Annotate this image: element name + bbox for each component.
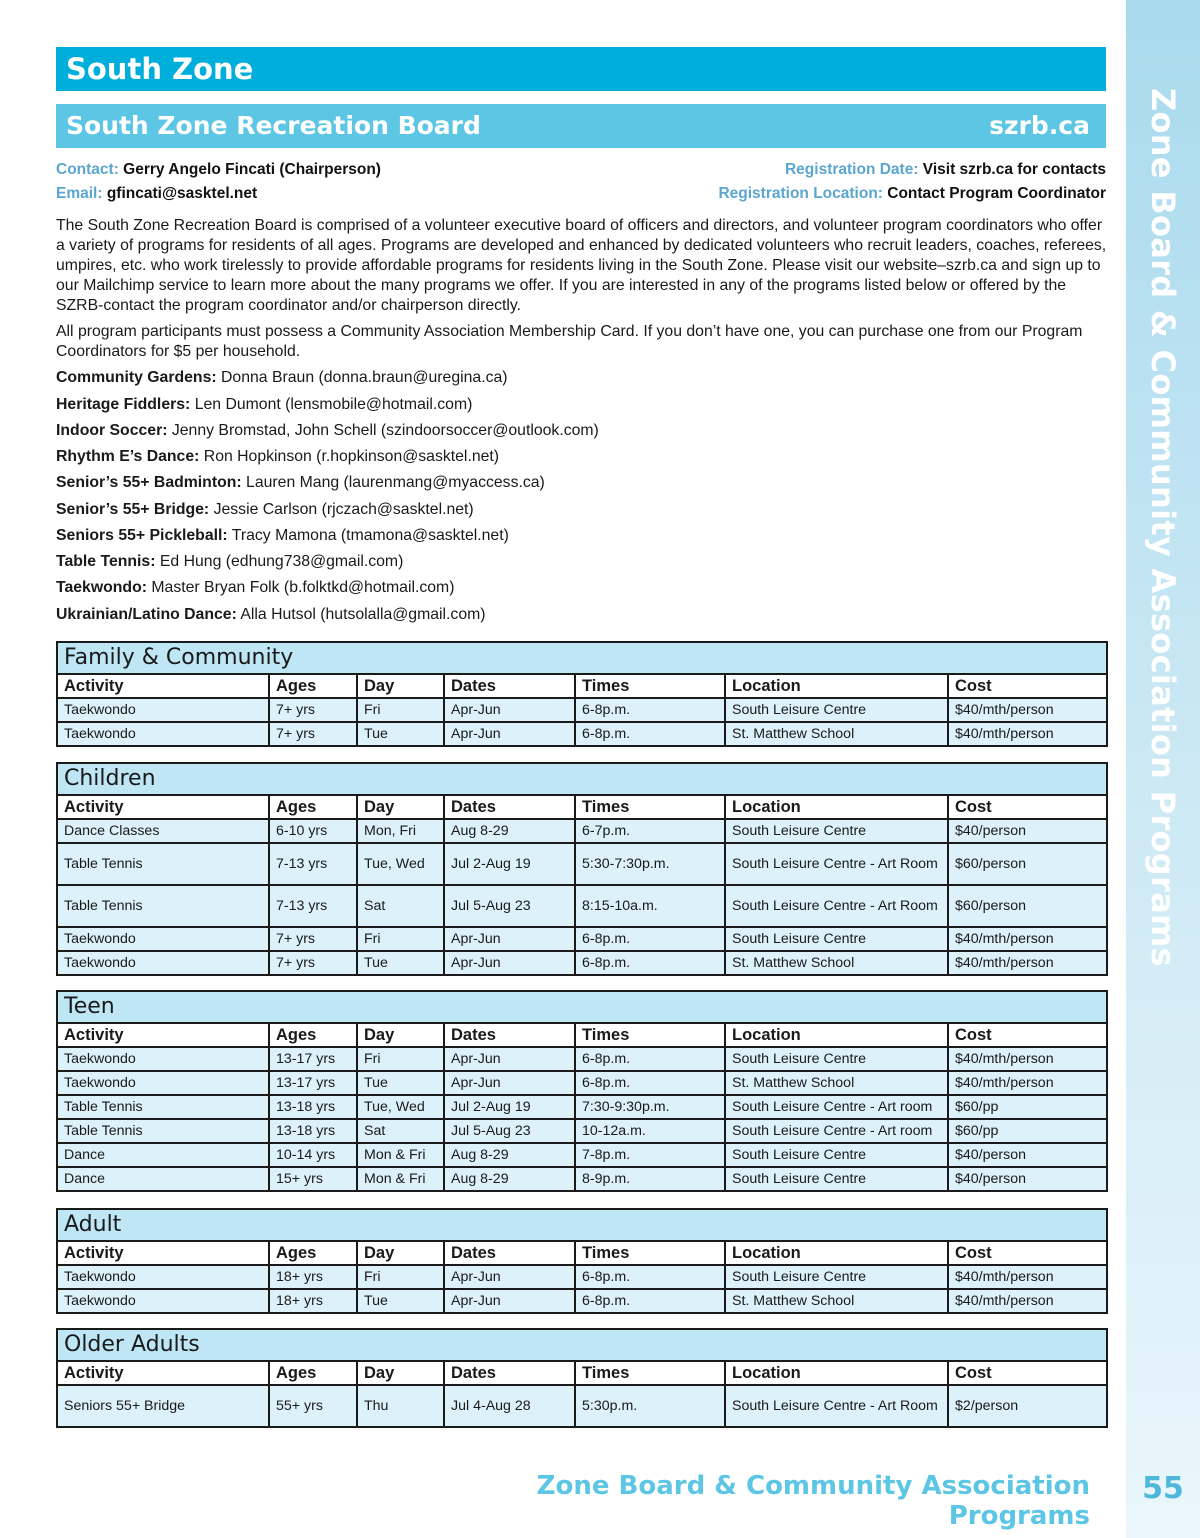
zone-title: South Zone <box>66 52 254 86</box>
coordinator-item <box>56 578 454 598</box>
table-cell: South Leisure Centre <box>725 819 948 843</box>
column-header: Cost <box>948 1241 1107 1265</box>
column-header: Times <box>575 795 725 819</box>
table-cell: Tue <box>357 1071 444 1095</box>
table-cell: Thu <box>357 1385 444 1427</box>
table-cell: Apr-Jun <box>444 1289 575 1313</box>
table-cell: Dance <box>57 1143 269 1167</box>
table-cell: Apr-Jun <box>444 951 575 975</box>
table-row <box>57 843 1107 885</box>
table-cell: 7-13 yrs <box>269 885 357 927</box>
column-header: Day <box>357 1241 444 1265</box>
contact-row-1 <box>56 161 1106 179</box>
table-row <box>57 1047 1107 1071</box>
table-cell: Table Tennis <box>57 885 269 927</box>
table-cell: 55+ yrs <box>269 1385 357 1427</box>
coordinator-item <box>56 552 403 572</box>
column-header: Ages <box>269 795 357 819</box>
table-row <box>57 927 1107 951</box>
board-title-bar <box>56 104 1106 148</box>
table-category-title: Adult <box>57 1209 1107 1241</box>
table-row <box>57 1095 1107 1119</box>
table-row <box>57 698 1107 722</box>
table-row <box>57 1385 1107 1427</box>
table-row <box>57 1289 1107 1313</box>
table-cell: 13-17 yrs <box>269 1071 357 1095</box>
table-cell: South Leisure Centre - Art Room <box>725 1385 948 1427</box>
table-cell: 10-14 yrs <box>269 1143 357 1167</box>
column-header: Ages <box>269 674 357 698</box>
table-category-title: Children <box>57 763 1107 795</box>
table-cell: Jul 4-Aug 28 <box>444 1385 575 1427</box>
contact-row-2 <box>56 185 1106 203</box>
membership-paragraph: All program participants must possess a Community Association Membership Card. If you don’t have one, you can purchase one from our Program Coordinators for $5 per household. <box>56 323 1083 360</box>
table-cell: South Leisure Centre - Art room <box>725 1119 948 1143</box>
table-cell: Taekwondo <box>57 698 269 722</box>
coordinator-item <box>56 526 509 546</box>
table-row <box>57 1265 1107 1289</box>
program-table <box>56 762 1108 976</box>
column-header: Location <box>725 1023 948 1047</box>
table-cell: 8:15-10a.m. <box>575 885 725 927</box>
table-cell: Taekwondo <box>57 1047 269 1071</box>
table-cell: Fri <box>357 1265 444 1289</box>
table-cell: South Leisure Centre <box>725 1047 948 1071</box>
table-cell: 7:30-9:30p.m. <box>575 1095 725 1119</box>
table-cell: Fri <box>357 1047 444 1071</box>
table-cell: 13-18 yrs <box>269 1095 357 1119</box>
table-cell: St. Matthew School <box>725 1071 948 1095</box>
table-cell: South Leisure Centre - Art Room <box>725 885 948 927</box>
coordinator-program: Senior’s 55+ Badminton: <box>56 474 242 491</box>
table-cell: 18+ yrs <box>269 1289 357 1313</box>
coordinator-contact: Tracy Mamona (tmamona@sasktel.net) <box>231 527 509 544</box>
column-header: Activity <box>57 1023 269 1047</box>
table-cell: $40/person <box>948 819 1107 843</box>
table-cell: Apr-Jun <box>444 1047 575 1071</box>
table-cell: Mon & Fri <box>357 1143 444 1167</box>
column-header: Dates <box>444 1241 575 1265</box>
table-cell: $40/person <box>948 1143 1107 1167</box>
table-header-row <box>57 1241 1107 1265</box>
table-cell: 7+ yrs <box>269 698 357 722</box>
table-header-row <box>57 795 1107 819</box>
table-cell: Jul 5-Aug 23 <box>444 1119 575 1143</box>
column-header: Times <box>575 1023 725 1047</box>
coordinator-contact: Ed Hung (edhung738@gmail.com) <box>159 553 404 570</box>
column-header: Day <box>357 1361 444 1385</box>
table-cell: St. Matthew School <box>725 951 948 975</box>
table-row <box>57 951 1107 975</box>
table-cell: Mon, Fri <box>357 819 444 843</box>
contact-label: Contact: <box>56 161 119 178</box>
coordinator-item <box>56 395 472 415</box>
column-header: Dates <box>444 1023 575 1047</box>
coordinator-contact: Ron Hopkinson (r.hopkinson@sasktel.net) <box>203 448 500 465</box>
table-cell: Tue <box>357 951 444 975</box>
table-cell: Fri <box>357 927 444 951</box>
coordinator-program: Community Gardens: <box>56 369 217 386</box>
column-header: Cost <box>948 1361 1107 1385</box>
table-cell: South Leisure Centre <box>725 1265 948 1289</box>
table-cell: 6-8p.m. <box>575 698 725 722</box>
column-header: Dates <box>444 1361 575 1385</box>
table-cell: Tue, Wed <box>357 1095 444 1119</box>
column-header: Activity <box>57 674 269 698</box>
column-header: Times <box>575 1361 725 1385</box>
coordinator-program: Senior’s 55+ Bridge: <box>56 501 210 518</box>
table-cell: $40/mth/person <box>948 1071 1107 1095</box>
table-cell: $60/person <box>948 885 1107 927</box>
coordinator-program: Ukrainian/Latino Dance: <box>56 606 237 623</box>
table-cell: Aug 8-29 <box>444 1143 575 1167</box>
board-title: South Zone Recreation Board <box>66 111 481 140</box>
coordinator-program: Seniors 55+ Pickleball: <box>56 527 228 544</box>
column-header: Day <box>357 795 444 819</box>
email-label: Email: <box>56 185 103 202</box>
table-cell: Apr-Jun <box>444 698 575 722</box>
page-number: 55 <box>1142 1471 1184 1506</box>
email-link[interactable]: gfincati@sasktel.net <box>106 185 258 202</box>
column-header: Times <box>575 1241 725 1265</box>
coordinator-item <box>56 447 499 467</box>
zone-title-bar <box>56 47 1106 91</box>
table-cell: Taekwondo <box>57 1071 269 1095</box>
column-header: Day <box>357 1023 444 1047</box>
column-header: Location <box>725 1361 948 1385</box>
column-header: Times <box>575 674 725 698</box>
table-row <box>57 1143 1107 1167</box>
coordinator-contact: Master Bryan Folk (b.folktkd@hotmail.com) <box>151 579 455 596</box>
program-table <box>56 990 1108 1192</box>
table-cell: 7-8p.m. <box>575 1143 725 1167</box>
column-header: Cost <box>948 674 1107 698</box>
table-cell: 6-8p.m. <box>575 1289 725 1313</box>
table-header-row <box>57 1361 1107 1385</box>
coordinator-program: Heritage Fiddlers: <box>56 396 191 413</box>
table-row <box>57 722 1107 746</box>
coordinator-program: Taekwondo: <box>56 579 147 596</box>
table-cell: $60/pp <box>948 1095 1107 1119</box>
column-header: Location <box>725 674 948 698</box>
table-cell: 6-8p.m. <box>575 1265 725 1289</box>
table-cell: Aug 8-29 <box>444 819 575 843</box>
footer-title: Zone Board & Community Association Programs <box>536 1471 1090 1531</box>
table-cell: 6-7p.m. <box>575 819 725 843</box>
table-cell: 15+ yrs <box>269 1167 357 1191</box>
column-header: Dates <box>444 795 575 819</box>
registration-location-label: Registration Location: <box>718 185 883 202</box>
column-header: Ages <box>269 1023 357 1047</box>
table-cell: Jul 2-Aug 19 <box>444 843 575 885</box>
table-cell: $60/pp <box>948 1119 1107 1143</box>
column-header: Dates <box>444 674 575 698</box>
coordinator-item <box>56 500 474 520</box>
table-cell: 6-10 yrs <box>269 819 357 843</box>
table-cell: South Leisure Centre <box>725 927 948 951</box>
program-table <box>56 641 1108 747</box>
table-cell: $40/mth/person <box>948 927 1107 951</box>
table-cell: Fri <box>357 698 444 722</box>
table-cell: 7+ yrs <box>269 951 357 975</box>
table-cell: Table Tennis <box>57 1119 269 1143</box>
table-header-row <box>57 674 1107 698</box>
column-header: Location <box>725 795 948 819</box>
program-table <box>56 1328 1108 1428</box>
table-cell: 6-8p.m. <box>575 1071 725 1095</box>
table-cell: Sat <box>357 885 444 927</box>
table-cell: Taekwondo <box>57 1265 269 1289</box>
registration-location-value: Contact Program Coordinator <box>887 185 1106 202</box>
table-cell: Table Tennis <box>57 1095 269 1119</box>
table-cell: $40/mth/person <box>948 698 1107 722</box>
coordinator-contact: Jenny Bromstad, John Schell (szindoorsoccer@outlook.com) <box>171 422 599 439</box>
coordinator-program: Indoor Soccer: <box>56 422 168 439</box>
column-header: Cost <box>948 795 1107 819</box>
table-cell: 6-8p.m. <box>575 722 725 746</box>
table-cell: 6-8p.m. <box>575 1047 725 1071</box>
coordinator-item <box>56 473 545 493</box>
table-cell: Apr-Jun <box>444 722 575 746</box>
table-category-title: Older Adults <box>57 1329 1107 1361</box>
column-header: Activity <box>57 795 269 819</box>
table-category-title: Family & Community <box>57 642 1107 674</box>
coordinator-contact: Donna Braun (donna.braun@uregina.ca) <box>221 369 508 386</box>
table-cell: Jul 5-Aug 23 <box>444 885 575 927</box>
column-header: Cost <box>948 1023 1107 1047</box>
table-cell: South Leisure Centre <box>725 698 948 722</box>
table-row <box>57 885 1107 927</box>
coordinator-program: Rhythm E’s Dance: <box>56 448 200 465</box>
table-cell: 5:30-7:30p.m. <box>575 843 725 885</box>
coordinator-item <box>56 421 599 441</box>
table-cell: South Leisure Centre <box>725 1143 948 1167</box>
table-cell: Sat <box>357 1119 444 1143</box>
table-row <box>57 1167 1107 1191</box>
column-header: Day <box>357 674 444 698</box>
program-table <box>56 1208 1108 1314</box>
table-cell: $2/person <box>948 1385 1107 1427</box>
table-cell: Jul 2-Aug 19 <box>444 1095 575 1119</box>
table-cell: South Leisure Centre - Art Room <box>725 843 948 885</box>
table-cell: Aug 8-29 <box>444 1167 575 1191</box>
table-cell: Mon & Fri <box>357 1167 444 1191</box>
table-cell: $60/person <box>948 843 1107 885</box>
table-cell: Apr-Jun <box>444 1265 575 1289</box>
table-cell: $40/mth/person <box>948 1047 1107 1071</box>
table-cell: 7-13 yrs <box>269 843 357 885</box>
table-cell: Taekwondo <box>57 1289 269 1313</box>
table-cell: Dance <box>57 1167 269 1191</box>
coordinator-program: Table Tennis: <box>56 553 156 570</box>
table-cell: Taekwondo <box>57 722 269 746</box>
table-cell: 8-9p.m. <box>575 1167 725 1191</box>
coordinator-contact: Lauren Mang (laurenmang@myaccess.ca) <box>246 474 545 491</box>
table-cell: 18+ yrs <box>269 1265 357 1289</box>
table-cell: 10-12a.m. <box>575 1119 725 1143</box>
column-header: Activity <box>57 1361 269 1385</box>
table-cell: Apr-Jun <box>444 927 575 951</box>
table-cell: 13-18 yrs <box>269 1119 357 1143</box>
table-row <box>57 1071 1107 1095</box>
table-cell: 6-8p.m. <box>575 927 725 951</box>
table-cell: St. Matthew School <box>725 1289 948 1313</box>
table-cell: Tue <box>357 1289 444 1313</box>
column-header: Activity <box>57 1241 269 1265</box>
table-cell: St. Matthew School <box>725 722 948 746</box>
coordinator-contact: Jessie Carlson (rjczach@sasktel.net) <box>213 501 474 518</box>
table-cell: Tue <box>357 722 444 746</box>
table-cell: Dance Classes <box>57 819 269 843</box>
side-section-title: Zone Board & Community Association Programs <box>1144 88 1182 967</box>
table-cell: 5:30p.m. <box>575 1385 725 1427</box>
table-cell: Taekwondo <box>57 951 269 975</box>
table-cell: 7+ yrs <box>269 722 357 746</box>
coordinator-contact: Len Dumont (lensmobile@hotmail.com) <box>194 396 473 413</box>
column-header: Ages <box>269 1241 357 1265</box>
table-cell: 6-8p.m. <box>575 951 725 975</box>
table-cell: Tue, Wed <box>357 843 444 885</box>
table-cell: $40/mth/person <box>948 951 1107 975</box>
intro-paragraph: The South Zone Recreation Board is comprised of a volunteer executive board of officers and directors, and volunteer program coordinators who offer a variety of programs for residents of all ages. Programs are developed and enhanced by dedicated volunteers who recruit leaders, coaches, referees, umpires, etc. who work tirelessly to provide affordable programs for residents living in the South Zone. Please visit our website–szrb.ca and sign up to our Mailchimp service to learn more about the many programs we offer. If you are interested in any of the programs listed below or offered by the SZRB-contact the program coordinator and/or chairperson directly. <box>56 217 1107 314</box>
table-cell: South Leisure Centre - Art room <box>725 1095 948 1119</box>
contact-value: Gerry Angelo Fincati (Chairperson) <box>123 161 381 178</box>
coordinator-item <box>56 368 508 388</box>
table-cell: South Leisure Centre <box>725 1167 948 1191</box>
column-header: Location <box>725 1241 948 1265</box>
table-cell: $40/person <box>948 1167 1107 1191</box>
table-header-row <box>57 1023 1107 1047</box>
board-url-link[interactable]: szrb.ca <box>989 111 1090 140</box>
table-cell: 7+ yrs <box>269 927 357 951</box>
registration-date-value: Visit szrb.ca for contacts <box>922 161 1106 178</box>
table-cell: 13-17 yrs <box>269 1047 357 1071</box>
table-cell: Taekwondo <box>57 927 269 951</box>
table-cell: $40/mth/person <box>948 722 1107 746</box>
table-row <box>57 819 1107 843</box>
table-cell: Seniors 55+ Bridge <box>57 1385 269 1427</box>
coordinator-item <box>56 605 486 625</box>
coordinator-contact: Alla Hutsol (hutsolalla@gmail.com) <box>240 606 486 623</box>
table-cell: $40/mth/person <box>948 1289 1107 1313</box>
table-cell: Table Tennis <box>57 843 269 885</box>
column-header: Ages <box>269 1361 357 1385</box>
table-category-title: Teen <box>57 991 1107 1023</box>
table-cell: $40/mth/person <box>948 1265 1107 1289</box>
table-row <box>57 1119 1107 1143</box>
registration-date-label: Registration Date: <box>784 161 919 178</box>
table-cell: Apr-Jun <box>444 1071 575 1095</box>
